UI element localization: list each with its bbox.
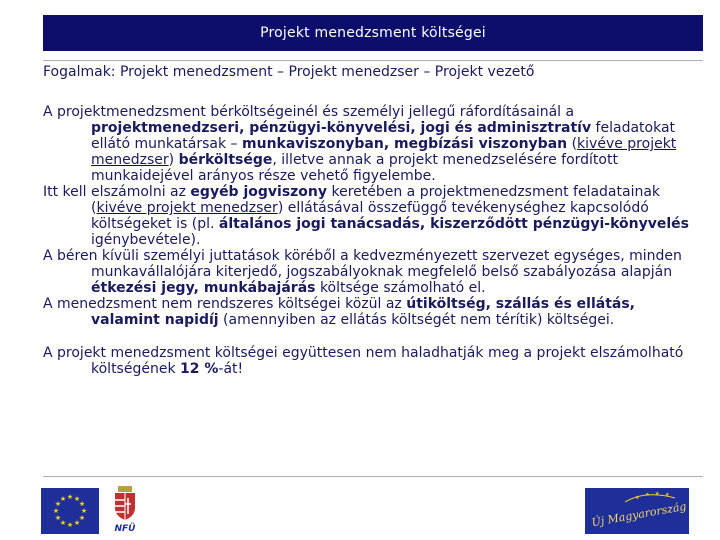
underlined-exception: kivéve projekt menedzser [91, 136, 677, 168]
top-divider [43, 60, 703, 61]
concepts-line: Fogalmak: Projekt menedzsment – Projekt menedzser – Projekt vezető [43, 64, 535, 80]
eu-flag-icon [41, 488, 99, 534]
svg-text:★: ★ [655, 491, 660, 497]
crest-label: NFÜ [114, 524, 136, 534]
svg-text:★: ★ [73, 519, 81, 527]
paragraph-3: A béren kívüli személyi juttatások köréből a kedvezményezett szervezet egységes, minden munkavállalójára kiterjedő, jogszabályoknak megfelelő belső szabályozása alapján étkezési jegy, munkábajárás költsége számolható el. [43, 248, 682, 296]
paragraph-5: A projekt menedzsment költségei együttesen nem haladhatják meg a projekt elszámolható költségének 12 %-át! [43, 345, 684, 377]
svg-text:★: ★ [54, 500, 62, 508]
svg-text:★: ★ [645, 492, 650, 498]
svg-text:★: ★ [78, 514, 86, 522]
logo-text: Új Magyarország [590, 499, 688, 530]
underlined-exception: kivéve projekt menedzser [96, 200, 278, 216]
footer-logos [0, 478, 720, 540]
svg-text:★: ★ [80, 507, 88, 515]
svg-text:★: ★ [54, 514, 62, 522]
uj-magyarorszag-logo [585, 488, 689, 534]
hungarian-crest-icon [110, 484, 140, 534]
svg-text:★: ★ [66, 493, 74, 501]
svg-text:★: ★ [52, 507, 60, 515]
bottom-divider [43, 476, 703, 477]
page-title: Projekt menedzsment költségei [260, 25, 486, 41]
slide-body [43, 64, 693, 377]
svg-text:★: ★ [635, 495, 640, 501]
svg-text:★: ★ [59, 519, 67, 527]
svg-text:★: ★ [665, 492, 670, 498]
svg-text:★: ★ [73, 495, 81, 503]
page-title-bar [43, 15, 703, 51]
svg-text:★: ★ [78, 500, 86, 508]
paragraph-2: Itt kell elszámolni az egyéb jogviszony keretében a projektmenedzsment feladatainak (kivéve projekt menedzser) ellátásával összefüggő tevékenységhez kapcsolódó költségeket is (pl. általános jogi tanácsadás, kiszerződött pénzügyi-könyvelés igénybevétele). [43, 184, 689, 248]
svg-text:★: ★ [66, 521, 74, 529]
paragraph-4: A menedzsment nem rendszeres költségei közül az útiköltség, szállás és ellátás, valamint napidíj (amennyiben az ellátás költségét nem térítik) költségei. [43, 296, 635, 328]
paragraph-1: A projektmenedzsment bérköltségeinél és személyi jellegű ráfordításainál a projektmenedzseri, pénzügyi-könyvelési, jogi és adminisztratív feladatokat ellátó munkatársak – munkaviszonyban, megbízási viszonyban (kivéve projekt menedzser) bérköltsége, illetve annak a projekt menedzselésére fordított munkaidejével arányos része vehető figyelembe. [43, 104, 677, 184]
svg-text:★: ★ [59, 495, 67, 503]
